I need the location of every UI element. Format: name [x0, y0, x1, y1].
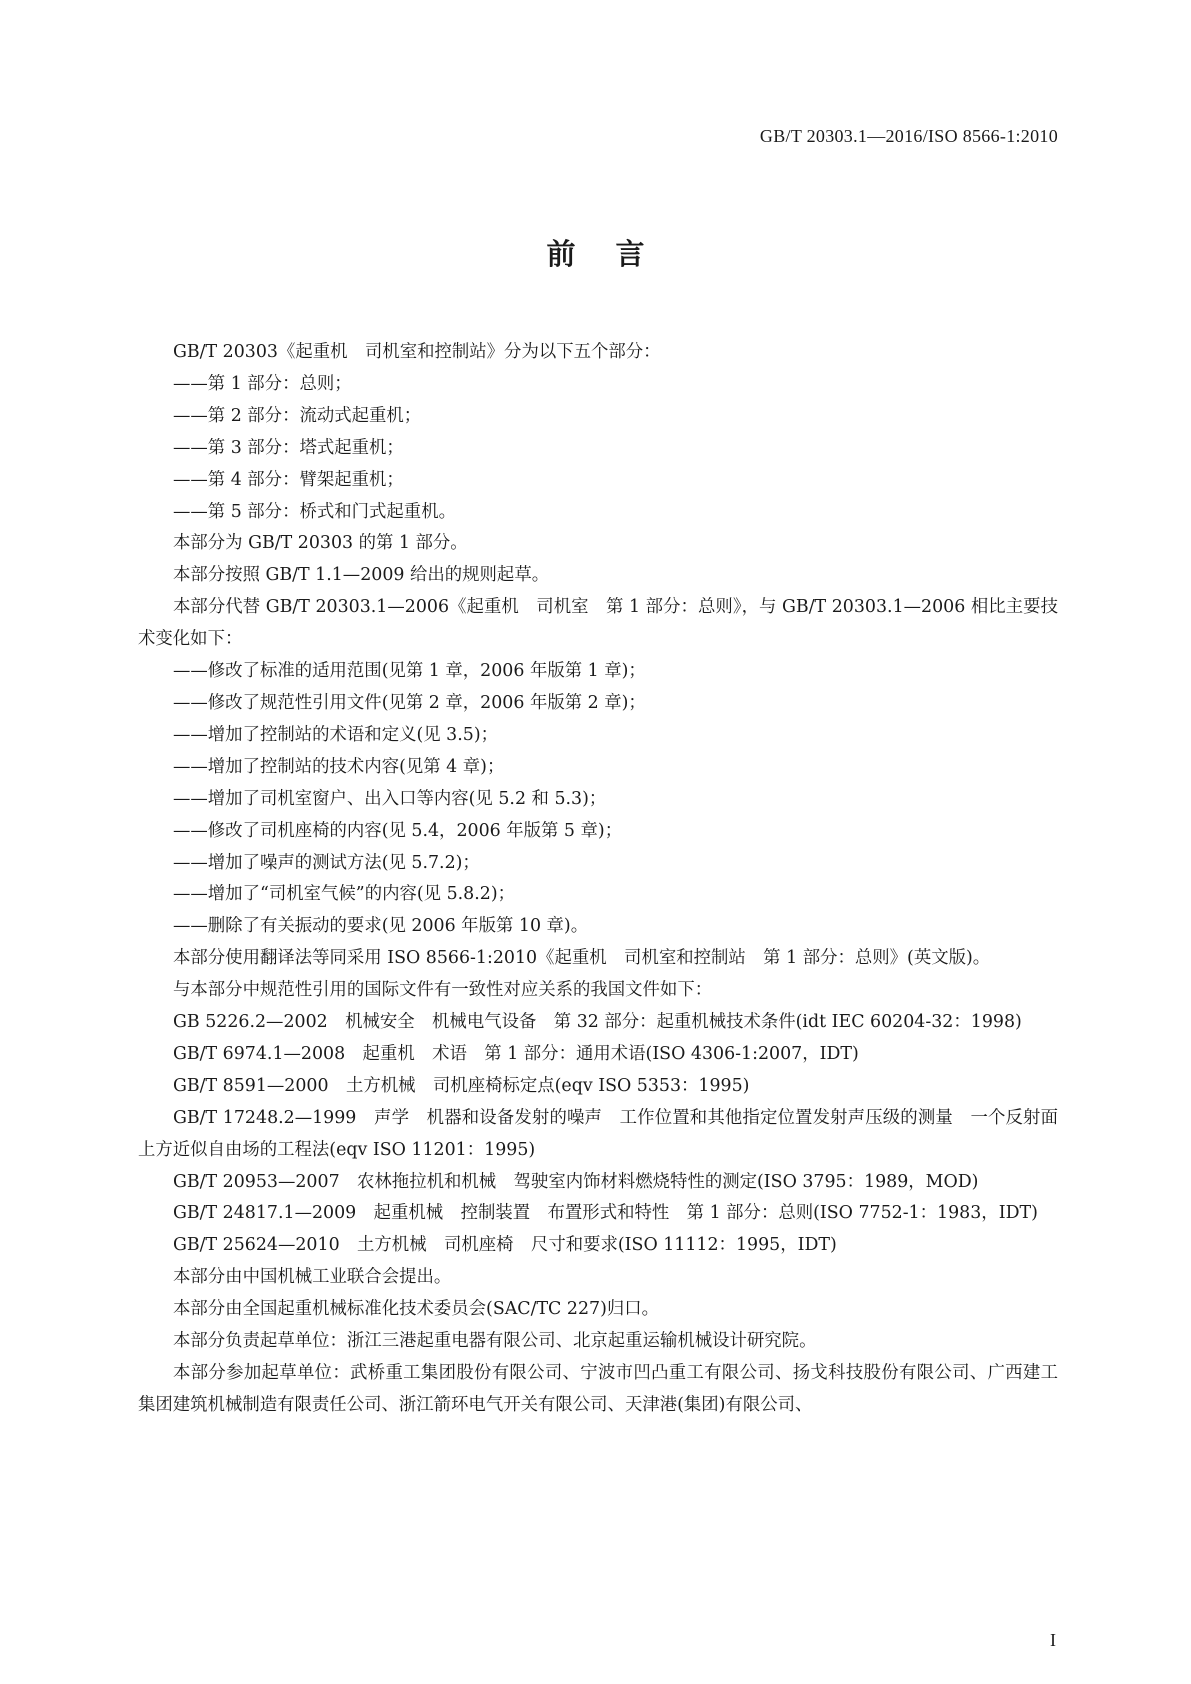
- list-item: ——修改了标准的适用范围(见第 1 章，2006 年版第 1 章)；: [173, 661, 646, 682]
- list-item: ——增加了控制站的术语和定义(见 3.5)；: [173, 724, 499, 745]
- list-item: ——修改了司机座椅的内容(见 5.4，2006 年版第 5 章)；: [173, 820, 623, 841]
- list-item: ——第 4 部分：臂架起重机；: [173, 469, 404, 490]
- reference-entry: GB/T 17248.2—1999 声学 机器和设备发射的噪声 工作位置和其他指定位置发射声压级的测量 一个反射面上方近似自由场的工程法(eqv ISO 11201：1995): [138, 1107, 1058, 1160]
- reference-entry: GB/T 24817.1—2009 起重机械 控制装置 布置形式和特性 第 1 部分：总则(ISO 7752-1：1983，IDT): [173, 1203, 1038, 1224]
- reference-entry: GB/T 20953—2007 农林拖拉机和机械 驾驶室内饰材料燃烧特性的测定(ISO 3795：1989，MOD): [173, 1171, 979, 1192]
- reference-entry: GB/T 25624—2010 土方机械 司机座椅 尺寸和要求(ISO 11112：1995，IDT): [173, 1235, 837, 1256]
- paragraph: 本部分参加起草单位：武桥重工集团股份有限公司、宁波市凹凸重工有限公司、扬戈科技股份有限公司、广西建工集团建筑机械制造有限责任公司、浙江箭环电气开关有限公司、天津港(集团)有限公司、: [138, 1363, 1058, 1415]
- list-item: ——第 3 部分：塔式起重机；: [173, 437, 404, 458]
- reference-entry: GB/T 8591—2000 土方机械 司机座椅标定点(eqv ISO 5353：1995): [173, 1075, 750, 1096]
- paragraph: 本部分代替 GB/T 20303.1—2006《起重机 司机室 第 1 部分：总则》，与 GB/T 20303.1—2006 相比主要技术变化如下：: [138, 597, 1058, 650]
- paragraph: 与本部分中规范性引用的国际文件有一致性对应关系的我国文件如下：: [173, 980, 713, 1001]
- paragraph: 本部分由全国起重机械标准化技术委员会(SAC/TC 227)归口。: [173, 1299, 660, 1320]
- list-item: ——增加了“司机室气候”的内容(见 5.8.2)；: [173, 884, 515, 905]
- paragraph: 本部分为 GB/T 20303 的第 1 部分。: [173, 533, 468, 554]
- paragraph: 本部分按照 GB/T 1.1—2009 给出的规则起草。: [173, 565, 550, 586]
- list-item: ——第 5 部分：桥式和门式起重机。: [173, 501, 456, 522]
- page-title: 前言: [546, 237, 685, 271]
- list-item: ——增加了司机室窗户、出入口等内容(见 5.2 和 5.3)；: [173, 788, 607, 809]
- reference-entry: GB/T 6974.1—2008 起重机 术语 第 1 部分：通用术语(ISO 4306-1:2007，IDT): [173, 1043, 859, 1064]
- list-item: ——删除了有关振动的要求(见 2006 年版第 10 章)。: [173, 916, 589, 937]
- list-item: ——修改了规范性引用文件(见第 2 章，2006 年版第 2 章)；: [173, 692, 646, 713]
- foreword-body: [138, 337, 1058, 1422]
- list-item: ——增加了噪声的测试方法(见 5.7.2)；: [173, 852, 480, 873]
- paragraph: 本部分由中国机械工业联合会提出。: [173, 1267, 452, 1288]
- list-item: ——第 1 部分：总则；: [173, 373, 352, 394]
- paragraph: GB/T 20303《起重机 司机室和控制站》分为以下五个部分：: [173, 342, 661, 362]
- paragraph: 本部分负责起草单位：浙江三港起重电器有限公司、北京起重运输机械设计研究院。: [173, 1331, 817, 1352]
- document-header-code: GB/T 20303.1—2016/ISO 8566-1:2010: [759, 126, 1058, 146]
- reference-entry: GB 5226.2—2002 机械安全 机械电气设备 第 32 部分：起重机械技术条件(idt IEC 60204-32：1998): [173, 1012, 1022, 1033]
- page-number: I: [1050, 1630, 1056, 1650]
- paragraph: 本部分使用翻译法等同采用 ISO 8566-1:2010《起重机 司机室和控制站 第 1 部分：总则》(英文版)。: [173, 948, 991, 969]
- list-item: ——第 2 部分：流动式起重机；: [173, 405, 422, 426]
- list-item: ——增加了控制站的技术内容(见第 4 章)；: [173, 756, 505, 777]
